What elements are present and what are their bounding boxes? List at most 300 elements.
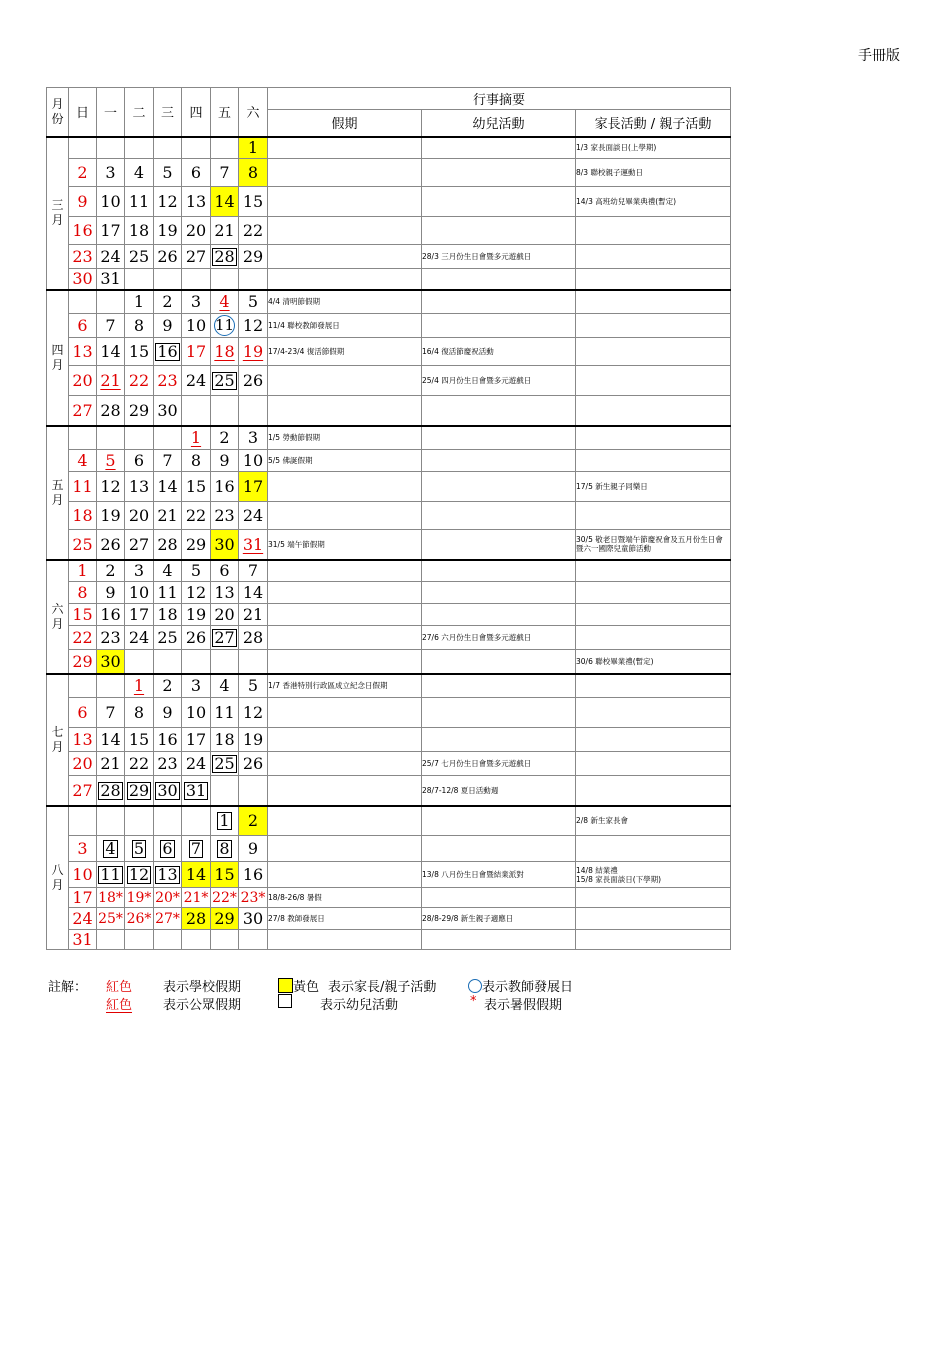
activity-note <box>422 930 576 950</box>
day-cell <box>69 396 97 426</box>
day-cell <box>125 836 154 862</box>
day-cell <box>154 862 182 888</box>
day-number: 27 <box>72 780 93 800</box>
day-number: 14 <box>100 730 121 749</box>
day-number: 9 <box>162 316 173 335</box>
week-row <box>47 269 731 290</box>
day-cell <box>182 776 211 806</box>
day-number: 30 <box>157 400 178 420</box>
legend-red-public: 紅色 <box>106 998 133 1013</box>
day-cell <box>97 752 125 776</box>
day-cell <box>69 908 97 930</box>
day-cell <box>97 698 125 728</box>
day-number: 28 <box>157 534 178 554</box>
day-cell <box>211 366 239 396</box>
day-number: 7 <box>162 451 173 470</box>
day-number: 16 <box>214 477 235 496</box>
day-number: 27 <box>214 628 235 647</box>
day-number: 18* <box>98 889 123 906</box>
week-row <box>47 290 731 314</box>
box-swatch-icon <box>278 994 292 1008</box>
day-cell <box>239 502 268 530</box>
holiday-note <box>268 187 422 217</box>
day-cell <box>182 930 211 950</box>
day-cell <box>211 450 239 472</box>
day-cell <box>125 137 154 159</box>
day-cell <box>239 560 268 582</box>
day-number: 1 <box>190 428 202 448</box>
day-number: 10 <box>72 865 93 884</box>
parent-note <box>576 698 731 728</box>
day-cell <box>154 674 182 698</box>
day-cell <box>154 806 182 836</box>
day-cell <box>182 314 211 338</box>
holiday-note <box>268 366 422 396</box>
day-cell <box>182 450 211 472</box>
activity-note <box>422 674 576 698</box>
day-cell <box>125 626 154 650</box>
day-cell <box>125 159 154 187</box>
week-row <box>47 426 731 450</box>
day-cell <box>154 217 182 245</box>
week-row <box>47 888 731 908</box>
week-row <box>47 396 731 426</box>
day-cell <box>239 582 268 604</box>
day-cell <box>239 776 268 806</box>
day-cell <box>182 217 211 245</box>
day-cell <box>211 582 239 604</box>
day-number: 9 <box>77 192 88 211</box>
day-number: 8 <box>219 839 230 858</box>
day-number: 13 <box>185 192 207 211</box>
day-number: 30 <box>100 651 121 671</box>
parent-note <box>576 314 731 338</box>
day-number: 1 <box>247 138 259 158</box>
day-cell <box>239 217 268 245</box>
day-number: 10 <box>185 703 207 722</box>
day-number: 14 <box>185 865 207 884</box>
day-number: 13 <box>72 730 93 749</box>
day-cell <box>125 314 154 338</box>
parent-note <box>576 604 731 626</box>
day-number: 17 <box>242 477 264 496</box>
day-cell <box>69 582 97 604</box>
holiday-note <box>268 930 422 950</box>
day-cell <box>69 674 97 698</box>
day-number: 27 <box>185 247 207 266</box>
day-cell <box>125 650 154 674</box>
day-cell <box>125 450 154 472</box>
day-number: 21 <box>157 506 178 525</box>
day-cell <box>211 908 239 930</box>
holiday-note <box>268 776 422 806</box>
day-cell <box>154 776 182 806</box>
day-number: 20* <box>155 889 180 906</box>
parent-note: 2/8 新生家長會 <box>576 806 731 836</box>
day-number: 25 <box>128 247 150 266</box>
day-number: 16 <box>100 605 121 624</box>
day-cell <box>211 930 239 950</box>
day-cell <box>182 426 211 450</box>
day-cell <box>211 338 239 366</box>
day-cell <box>154 137 182 159</box>
week-row <box>47 776 731 806</box>
day-number: 29 <box>128 400 150 420</box>
day-number: 29 <box>214 909 235 928</box>
holiday-note <box>268 560 422 582</box>
day-number: 26 <box>100 534 121 554</box>
holiday-note <box>268 626 422 650</box>
activity-note: 13/8 八月份生日會暨結業派對 <box>422 862 576 888</box>
day-number: 15 <box>72 605 93 624</box>
day-cell <box>239 626 268 650</box>
holiday-note <box>268 217 422 245</box>
blue-circle-icon <box>468 979 482 993</box>
parent-note <box>576 836 731 862</box>
day-cell <box>69 426 97 450</box>
day-cell <box>154 338 182 366</box>
parent-note: 30/6 聯校畢業禮(暫定) <box>576 650 731 674</box>
day-number: 12 <box>100 477 121 496</box>
parent-note <box>576 338 731 366</box>
activity-note <box>422 502 576 530</box>
day-number: 7 <box>105 316 116 335</box>
day-number: 6 <box>133 451 145 470</box>
day-number: 4 <box>219 676 230 696</box>
school-calendar-table <box>46 87 731 950</box>
day-cell <box>97 530 125 560</box>
day-number: 23 <box>214 506 235 525</box>
day-cell <box>182 728 211 752</box>
day-number: 6 <box>77 316 88 335</box>
day-number: 25 <box>214 371 235 390</box>
day-number: 7 <box>247 561 259 581</box>
day-cell <box>125 502 154 530</box>
day-number: 30 <box>242 909 264 928</box>
activity-note <box>422 650 576 674</box>
parent-note <box>576 752 731 776</box>
day-cell <box>97 159 125 187</box>
day-cell <box>125 530 154 560</box>
month-label: 三月 <box>47 137 69 290</box>
day-cell <box>211 836 239 862</box>
day-cell <box>182 888 211 908</box>
week-row <box>47 472 731 502</box>
day-cell <box>125 245 154 269</box>
day-cell <box>211 290 239 314</box>
activity-note <box>422 159 576 187</box>
day-number: 8 <box>247 163 259 182</box>
activity-note <box>422 187 576 217</box>
holiday-note <box>268 502 422 530</box>
day-cell <box>125 698 154 728</box>
day-cell <box>125 776 154 806</box>
parent-note: 14/3 高班幼兒畢業典禮(暫定) <box>576 187 731 217</box>
activity-note <box>422 137 576 159</box>
parent-note <box>576 728 731 752</box>
day-number: 11 <box>157 583 178 602</box>
day-cell <box>182 862 211 888</box>
day-cell <box>182 908 211 930</box>
day-cell <box>239 674 268 698</box>
activity-note <box>422 426 576 450</box>
week-row <box>47 626 731 650</box>
day-number: 16 <box>157 730 178 749</box>
holiday-note <box>268 582 422 604</box>
day-cell <box>182 366 211 396</box>
legend-red-school: 紅色 <box>106 980 133 995</box>
parent-note: 1/3 家長面談日(上學期) <box>576 137 731 159</box>
day-number: 5 <box>162 163 173 182</box>
week-row <box>47 560 731 582</box>
day-cell <box>69 269 97 290</box>
day-cell <box>69 728 97 752</box>
week-row <box>47 314 731 338</box>
weekday-header-fri: 五 <box>211 88 239 137</box>
day-number: 20 <box>128 506 150 525</box>
day-cell <box>97 450 125 472</box>
day-cell <box>211 502 239 530</box>
day-cell <box>239 426 268 450</box>
holiday-note: 27/8 教師發展日 <box>268 908 422 930</box>
parent-note <box>576 560 731 582</box>
day-number: 29 <box>128 780 150 800</box>
month-column-header: 月份 <box>47 88 69 137</box>
parent-column-header: 家長活動 / 親子活動 <box>576 110 731 137</box>
holiday-note <box>268 650 422 674</box>
week-row <box>47 450 731 472</box>
activity-note <box>422 217 576 245</box>
parent-note <box>576 269 731 290</box>
day-cell <box>239 888 268 908</box>
day-cell <box>154 650 182 674</box>
day-cell <box>154 698 182 728</box>
month-label: 八月 <box>47 806 69 950</box>
activity-note <box>422 806 576 836</box>
day-number: 19* <box>126 889 152 906</box>
day-number: 1 <box>133 292 145 312</box>
day-cell <box>69 502 97 530</box>
day-number: 3 <box>190 676 202 696</box>
week-row <box>47 366 731 396</box>
day-number: 15 <box>185 477 207 496</box>
week-row <box>47 862 731 888</box>
day-number: 26* <box>126 910 152 927</box>
holiday-note <box>268 137 422 159</box>
day-cell <box>211 137 239 159</box>
day-number: 23 <box>157 371 178 390</box>
day-cell <box>97 217 125 245</box>
day-cell <box>97 650 125 674</box>
day-cell <box>69 245 97 269</box>
day-number: 10 <box>242 451 264 470</box>
day-number: 7 <box>105 703 116 722</box>
day-number: 11 <box>128 192 150 211</box>
day-cell <box>211 426 239 450</box>
week-row <box>47 698 731 728</box>
day-number: 28 <box>100 400 121 420</box>
day-number: 25 <box>214 754 235 773</box>
day-number: 23 <box>72 247 93 266</box>
day-cell <box>97 338 125 366</box>
day-cell <box>69 450 97 472</box>
day-number: 27 <box>128 534 150 554</box>
day-cell <box>182 698 211 728</box>
activity-note <box>422 472 576 502</box>
day-cell <box>97 314 125 338</box>
day-number: 10 <box>100 192 121 211</box>
holiday-note: 1/7 香港特別行政區成立紀念日假期 <box>268 674 422 698</box>
day-cell <box>97 888 125 908</box>
day-number: 6 <box>219 561 230 581</box>
day-cell <box>97 290 125 314</box>
day-number: 11 <box>100 865 121 884</box>
day-number: 3 <box>247 428 259 448</box>
activity-note <box>422 604 576 626</box>
week-row <box>47 245 731 269</box>
day-cell <box>69 314 97 338</box>
day-cell <box>125 728 154 752</box>
day-number: 2 <box>219 428 230 448</box>
day-cell <box>97 560 125 582</box>
day-cell <box>125 187 154 217</box>
day-number: 7 <box>190 839 202 858</box>
legend-school-holiday-desc: 表示學校假期 <box>163 980 242 995</box>
activity-note <box>422 728 576 752</box>
week-row <box>47 530 731 560</box>
activity-note: 25/4 四月份生日會暨多元遊戲日 <box>422 366 576 396</box>
holiday-note: 31/5 端午節假期 <box>268 530 422 560</box>
day-cell <box>97 366 125 396</box>
day-number: 7 <box>219 163 230 182</box>
day-number: 9 <box>219 451 230 470</box>
day-number: 19 <box>185 605 207 624</box>
week-row <box>47 908 731 930</box>
day-cell <box>211 626 239 650</box>
day-cell <box>182 396 211 426</box>
day-number: 30 <box>72 269 93 289</box>
day-number: 6 <box>190 163 202 182</box>
day-cell <box>239 604 268 626</box>
day-number: 21* <box>183 889 209 906</box>
day-cell <box>69 604 97 626</box>
day-cell <box>239 806 268 836</box>
day-cell <box>97 604 125 626</box>
day-number: 23 <box>100 628 121 647</box>
holiday-note <box>268 752 422 776</box>
day-cell <box>125 560 154 582</box>
holiday-note <box>268 396 422 426</box>
day-number: 26 <box>185 628 207 647</box>
holiday-note <box>268 604 422 626</box>
day-number: 14 <box>157 477 178 496</box>
day-number: 12 <box>157 192 178 211</box>
day-number: 1 <box>133 676 145 696</box>
day-cell <box>239 137 268 159</box>
day-cell <box>69 698 97 728</box>
day-number: 2 <box>247 811 259 831</box>
activity-note <box>422 560 576 582</box>
legend-summer-desc: 表示暑假假期 <box>484 998 563 1013</box>
day-number: 28 <box>100 780 121 800</box>
legend-public-holiday-desc: 表示公眾假期 <box>163 998 242 1013</box>
day-cell <box>211 728 239 752</box>
day-cell <box>97 426 125 450</box>
day-cell <box>154 502 182 530</box>
day-cell <box>182 245 211 269</box>
day-number: 13 <box>157 865 178 884</box>
day-number: 22 <box>128 754 150 773</box>
day-cell <box>182 159 211 187</box>
day-number: 14 <box>214 192 235 211</box>
parent-note <box>576 450 731 472</box>
holiday-note <box>268 245 422 269</box>
day-cell <box>97 472 125 502</box>
day-number: 23* <box>240 889 266 906</box>
day-number: 4 <box>77 451 88 470</box>
activity-note <box>422 290 576 314</box>
day-cell <box>182 137 211 159</box>
day-cell <box>239 450 268 472</box>
day-cell <box>125 269 154 290</box>
day-number: 2 <box>162 292 173 312</box>
day-cell <box>97 728 125 752</box>
day-number: 19 <box>100 506 121 525</box>
day-cell <box>211 752 239 776</box>
month-label: 七月 <box>47 674 69 806</box>
day-number: 22* <box>212 889 237 906</box>
day-number: 26 <box>242 371 264 390</box>
day-cell <box>239 396 268 426</box>
week-row <box>47 806 731 836</box>
weekday-header-tue: 二 <box>125 88 154 137</box>
day-cell <box>182 290 211 314</box>
day-cell <box>97 862 125 888</box>
day-number: 31 <box>100 269 121 289</box>
day-cell <box>154 314 182 338</box>
day-number: 28 <box>214 247 235 266</box>
holiday-note <box>268 806 422 836</box>
day-number: 8 <box>133 316 145 335</box>
day-number: 21 <box>242 605 264 624</box>
day-cell <box>154 472 182 502</box>
day-cell <box>154 888 182 908</box>
week-row <box>47 159 731 187</box>
activity-note <box>422 698 576 728</box>
day-cell <box>182 626 211 650</box>
day-number: 9 <box>105 583 116 602</box>
weekday-header-mon: 一 <box>97 88 125 137</box>
day-cell <box>239 187 268 217</box>
day-number: 17 <box>128 605 150 624</box>
day-number: 18 <box>128 221 150 240</box>
week-row <box>47 752 731 776</box>
day-cell <box>154 187 182 217</box>
day-number: 18 <box>214 342 235 361</box>
day-cell <box>182 836 211 862</box>
day-number: 3 <box>133 561 145 581</box>
day-number: 16 <box>157 342 178 361</box>
day-number: 6 <box>162 839 173 858</box>
holiday-note <box>268 836 422 862</box>
holiday-note <box>268 159 422 187</box>
day-number: 4 <box>105 839 116 858</box>
activity-note <box>422 269 576 290</box>
day-cell <box>182 530 211 560</box>
day-number: 3 <box>77 839 88 858</box>
day-number: 20 <box>185 221 207 240</box>
day-number: 17 <box>185 342 207 361</box>
